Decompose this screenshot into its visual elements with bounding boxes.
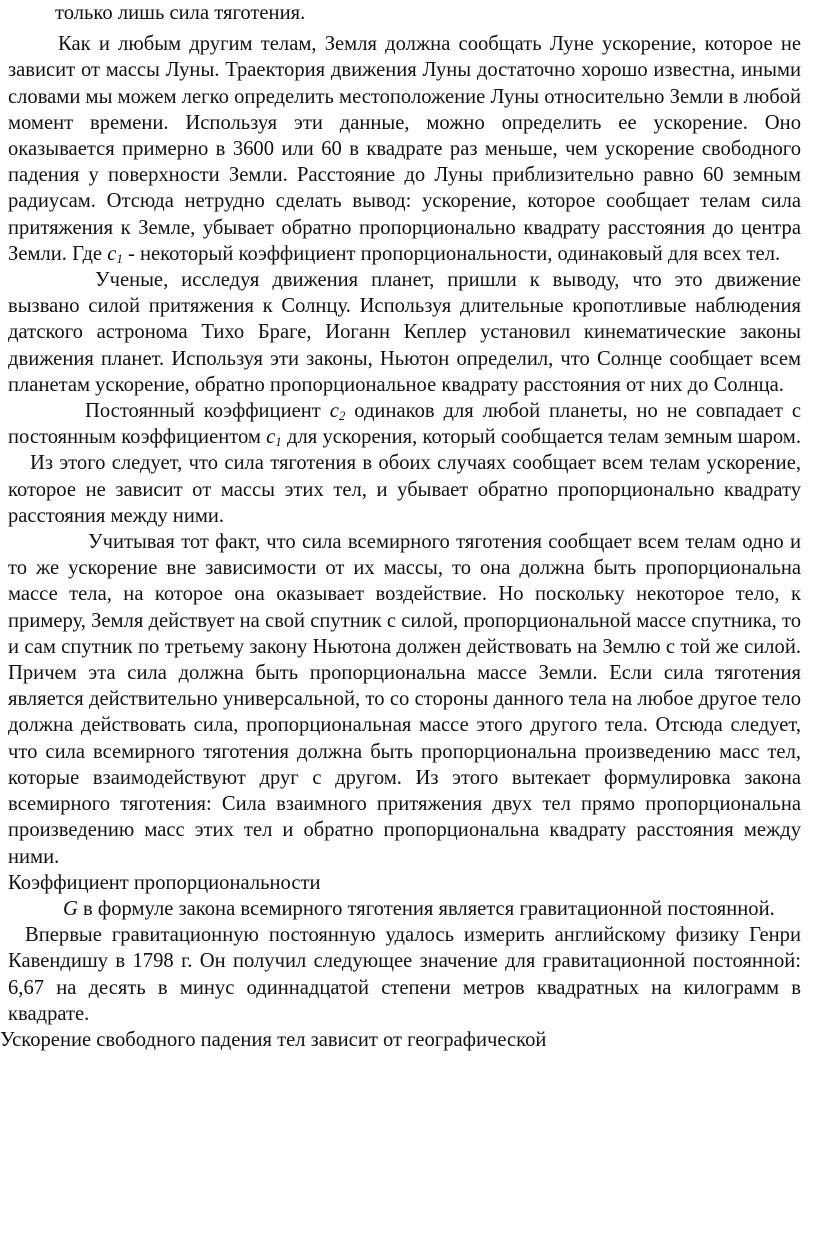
symbol: c <box>329 400 339 423</box>
text: - некоторый коэффициент пропорциональности, одинаковый для всех тел. <box>122 242 781 265</box>
paragraph-coefficient: Коэффициент пропорциональности <box>8 871 321 894</box>
text: в формуле закона всемирного тяготения является гравитационной постоянной. <box>77 897 775 920</box>
symbol-c2 <box>330 400 346 422</box>
symbol-c1 <box>107 243 123 265</box>
paragraph-cavendish: Впервые гравитационную постоянную удалось измерить английскому физику Генри Кавендишу в 1798 г. Он получил следующее значение для гравитационной постоянной: 6,67 на десять в минус одиннадцатой степени метров квадратных на килограмм в квадрате. <box>8 924 801 1025</box>
paragraph-constant-c2 <box>8 398 801 450</box>
paragraph-conclusion: Из этого следует, что сила тяготения в обоих случаях сообщает всем телам ускорение, которое не зависит от массы этих тел, и убывает обратно пропорционально квадрату расстояния между ними. <box>8 452 801 527</box>
subscript: 2 <box>338 408 346 424</box>
text: Как и любым другим телам, Земля должна сообщать Луне ускорение, которое не зависит от массы Луны. Траектория движения Луны достаточно хорошо известна, иными словами мы можем легко определить местоположение Луны относительно Земли в любой момент времени. Используя эти данные, можно определить ее ускорение. Оно оказывается примерно в 3600 или 60 в квадрате раз меньше, чем ускорение свободного падения у поверхности Земли. Расстояние до Луны приблизительно равно 60 земным радиусам. Отсюда нетрудно сделать вывод: ускорение, которое сообщает телам сила притяжения к Земле, убывает обратно пропорционально квадрату расстояния до центра Земли. Где <box>8 33 801 265</box>
symbol-c1 <box>266 426 282 448</box>
paragraph-moon-acceleration <box>8 31 801 267</box>
paragraph-free-fall: Ускорение свободного падения тел зависит от географической <box>0 1028 547 1051</box>
subscript: 1 <box>275 434 282 450</box>
text: для ускорения, который сообщается телам земным шаром. <box>281 426 801 449</box>
text: одинаков для любой планеты, но не совпадает с постоянным коэффициентом <box>8 400 802 449</box>
symbol: c <box>107 242 117 265</box>
subscript: 1 <box>116 250 123 266</box>
text: Постоянный коэффициент <box>85 400 330 423</box>
paragraph-kepler: Ученые, исследуя движения планет, пришли к выводу, что это движение вызвано силой притяжения к Солнцу. Используя длительные кропотливые наблюдения датского астронома Тихо Браге, Иоганн Кеплер установил кинематические законы движения планет. Используя эти законы, Ньютон определил, что Солнце сообщает всем планетам ускорение, обратно пропорциональное квадрату расстояния от них до Солнца. <box>8 269 801 396</box>
paragraph-gravitational-constant <box>8 896 801 922</box>
symbol-G: G <box>63 897 78 920</box>
paragraph: только лишь сила тяготения. <box>55 2 306 24</box>
symbol: c <box>266 426 276 449</box>
paragraph-universal-law: Учитывая тот факт, что сила всемирного тяготения сообщает всем телам одно и то же ускорение вне зависимости от их массы, то она должна быть пропорциональна массе тела, на которое она оказывает воздействие. Но поскольку некоторое тело, к примеру, Земля действует на свой спутник с силой, пропорциональной массе спутника, то и сам спутник по третьему закону Ньютона должен действовать на Землю с той же силой. Причем эта сила должна быть пропорциональна массе Земли. Если сила тяготения является действительно универсальной, то со стороны данного тела на любое другое тело должна действовать сила, пропорциональная массе этого другого тела. Отсюда следует, что сила всемирного тяготения должна быть пропорциональна произведению масс тел, которые взаимодействуют друг с другом. Из этого вытекает формулировка закона всемирного тяготения: Сила взаимного притяжения двух тел прямо пропорциональна произведению масс этих тел и обратно пропорциональна квадрату расстояния между ними. <box>8 531 801 868</box>
